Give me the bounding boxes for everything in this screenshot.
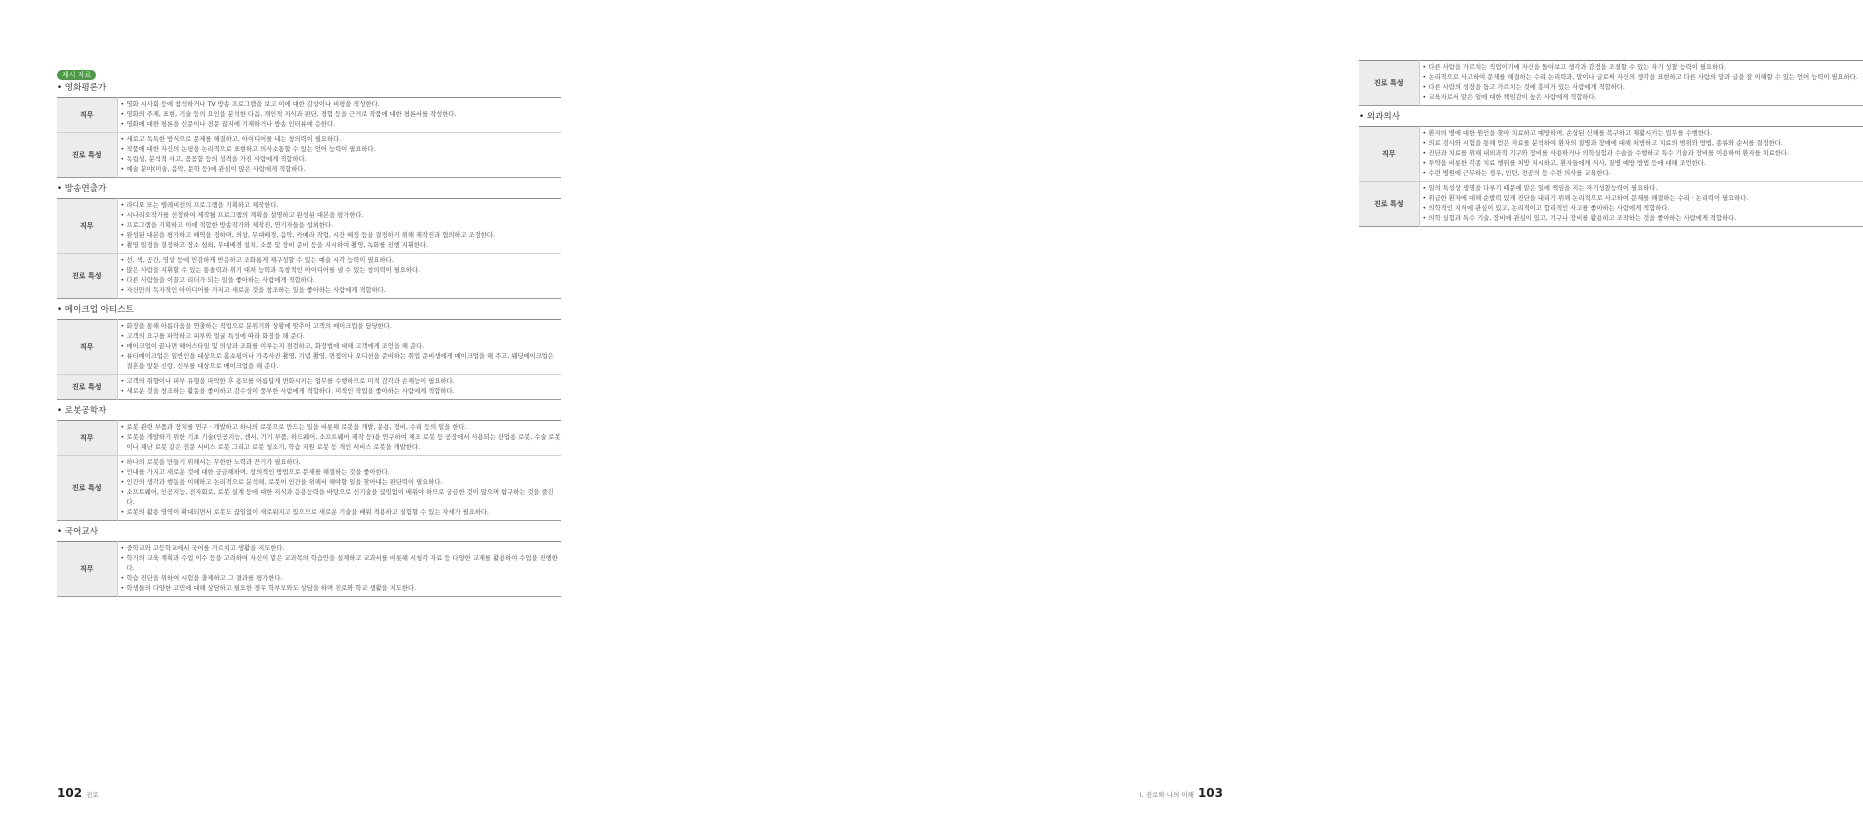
bullet-list: [121, 458, 562, 518]
reference-tag: 제시 자료: [57, 70, 96, 80]
row-content: [117, 133, 561, 178]
list-item: • 수련 병원에 근무하는 경우, 인턴, 전공의 등 수련 의사를 교육한다.: [1423, 169, 1863, 179]
row-label: 진로 특성: [57, 133, 117, 178]
list-item: • 새로운 것을 창조하는 활동을 좋아하고 감수성이 풍부한 사람에게 적합하다. 미적인 작업을 좋아하는 사람에게 적합하다.: [121, 387, 562, 397]
list-item: • 영화에 대한 평론을 신문이나 전문 잡지에 기재하거나 방송 인터뷰에 응한다.: [121, 120, 562, 130]
footer-label-left: 진로: [86, 791, 99, 799]
list-item: • 소프트웨어, 인공지능, 전자회로, 로봇 설계 등에 대한 지식과 응용능력을 바탕으로 신기술을 끊임없이 배워야 하므로 궁금한 것이 많으며 탐구하는 것을 즐긴다.: [121, 488, 562, 508]
row-label: 직무: [57, 421, 117, 456]
career-table: [57, 97, 561, 178]
list-item: • 진단과 치료를 위해 내외과적 기구와 장비를 사용하거나 의학실험과 수술을 수행하고 특수 기술과 장비를 이용하여 환자를 치료한다.: [1423, 149, 1863, 159]
list-item: • 의료 검사와 시험을 통해 얻은 자료를 분석하여 환자의 질병과 장애에 대해 처방하고 치료의 범위와 방법, 종류와 순서를 결정한다.: [1423, 139, 1863, 149]
section-title: • 메이크업 아티스트: [57, 305, 134, 315]
page-number-left: 102: [57, 786, 83, 800]
list-item: • 영화 시사회 등에 참석하거나 TV 방송 프로그램을 보고 이에 대한 감상이나 비평을 작성한다.: [121, 100, 562, 110]
career-table: [1359, 126, 1863, 227]
list-item: • 시나리오작가를 선정하여 제작될 프로그램의 계획을 설명하고 완성된 대본을 평가한다.: [121, 211, 562, 221]
table-row: [57, 542, 561, 597]
list-item: • 고객의 취향이나 피부 유형을 파악한 후 용모를 아름답게 변화시키는 업무를 수행하므로 미적 감각과 손재능이 필요하다.: [121, 377, 562, 387]
right-page: [640, 0, 1858, 838]
table-row: [57, 133, 561, 178]
table-row: [57, 320, 561, 375]
list-item: • 라디오 또는 텔레비전의 프로그램을 기획하고 제작한다.: [121, 201, 562, 211]
list-item: • 학기의 교육 계획과 수업 이수 등을 고려하여 자신이 맡은 교과목의 학습안을 설계하고 교과서를 비롯해 시청각 자료 등 다양한 교재를 활용하여 수업을 진행한다.: [121, 554, 562, 574]
career-section: [57, 526, 561, 597]
bullet-list: [121, 201, 562, 251]
list-item: • 예술 분야(미술, 음악, 문학 등)에 관심이 많은 사람에게 적합하다.: [121, 165, 562, 175]
row-label: 직무: [57, 542, 117, 597]
career-table: [1359, 60, 1863, 106]
list-item: • 인내를 가지고 새로운 것에 대한 궁금해하며, 창의적인 방법으로 문제를 해결하는 것을 좋아한다.: [121, 468, 562, 478]
bullet-list: [121, 423, 562, 453]
career-section: [57, 405, 561, 521]
career-table: [57, 198, 561, 299]
section-title: • 영화평론가: [57, 83, 107, 93]
bullet-list: [121, 322, 562, 372]
career-section: [1359, 111, 1863, 227]
list-item: • 촬영 일정을 결정하고 장소 섭외, 무대배경 설치, 소품 및 장비 준비 등을 지시하여 촬영, 녹화를 진행 지휘한다.: [121, 241, 562, 251]
list-item: • 프로그램을 기획하고 이에 적합한 방송작가와 제작진, 연기자들을 섭외한다.: [121, 221, 562, 231]
row-label: 직무: [57, 98, 117, 133]
list-item: • 다른 사람의 성장을 돕고 가르치는 것에 흥미가 있는 사람에게 적합하다.: [1423, 83, 1863, 93]
row-content: [1419, 182, 1863, 227]
table-row: [1359, 127, 1863, 182]
row-content: [117, 98, 561, 133]
career-table: [57, 541, 561, 597]
row-content: [1419, 127, 1863, 182]
career-section: [57, 183, 561, 299]
right-column: [1359, 60, 1863, 232]
bullet-list: [1423, 63, 1863, 103]
left-page: [0, 0, 640, 838]
row-label: 진로 특성: [1359, 61, 1419, 106]
section-title: • 국어교사: [57, 527, 99, 537]
bullet-list: [121, 135, 562, 175]
list-item: • 다른 사람을 가르치는 직업이기에 자신을 돌아보고 생각과 감정을 조절할 수 있는 자기 성찰 능력이 필요하다.: [1423, 63, 1863, 73]
list-item: • 하나의 로봇을 만들기 위해서는 무한한 노력과 끈기가 필요하다.: [121, 458, 562, 468]
list-item: • 다른 사람들을 이끌고 리더가 되는 일을 좋아하는 사람에게 적합하다.: [121, 276, 562, 286]
section-title: • 방송연출가: [57, 184, 107, 194]
list-item: • 영화의 주제, 표현, 기술 등의 요인을 분석한 다음, 개인적 지식과 판단, 경험 등을 근거로 작품에 대한 평론서를 작성한다.: [121, 110, 562, 120]
row-content: [117, 375, 561, 400]
table-row: [57, 421, 561, 456]
career-section: [57, 304, 561, 400]
row-label: 진로 특성: [57, 456, 117, 521]
section-title: • 로봇공학자: [57, 406, 107, 416]
list-item: • 로봇을 개발하기 위한 기초 기술(인공지능, 센서, 기기 부품, 하드웨어, 소프트웨어 제작 등)을 연구하여 제조 로봇 등 공장에서 사용되는 산업용 로봇, 수술 로봇이나 재난 로봇 같은 전문 서비스 로봇 그리고 로봇 청소기, 학습 지원 로봇 등 개인 서비스 로봇을 개발한다.: [121, 433, 562, 453]
row-content: [117, 199, 561, 254]
list-item: • 투약을 비롯한 각종 치료 행위를 처방 지시하고, 환자들에게 식사, 질병 예방 방법 등에 대해 조언한다.: [1423, 159, 1863, 169]
list-item: • 자신만의 독자적인 아이디어를 가지고 새로운 것을 창조하는 일을 좋아하는 사람에게 적합하다.: [121, 286, 562, 296]
row-content: [117, 421, 561, 456]
career-table: [57, 420, 561, 521]
left-column: [57, 62, 561, 602]
list-item: • 로봇 관련 부품과 장치를 연구 · 개발하고 하나의 로봇으로 만드는 일을 비롯해 로봇을 개발, 운용, 정비, 수리 등의 일을 한다.: [121, 423, 562, 433]
career-table: [57, 319, 561, 400]
right-footer: [1140, 786, 1223, 800]
list-item: • 일의 특성상 생명을 다루기 때문에 맡은 일에 책임을 지는 자기성찰능력이 필요하다.: [1423, 184, 1863, 194]
row-content: [1419, 61, 1863, 106]
career-section: [57, 82, 561, 178]
table-row: [57, 375, 561, 400]
row-content: [117, 320, 561, 375]
row-label: 진로 특성: [57, 254, 117, 299]
bullet-list: [1423, 184, 1863, 224]
career-section: [1359, 60, 1863, 106]
table-row: [57, 98, 561, 133]
row-content: [117, 456, 561, 521]
list-item: • 인간의 생각과 행동을 이해하고 논리적으로 분석해, 로봇이 인간을 위해서 해야할 일을 찾아내는 판단력이 필요하다.: [121, 478, 562, 488]
table-row: [57, 199, 561, 254]
row-label: 직무: [1359, 127, 1419, 182]
page-number-right: 103: [1197, 786, 1223, 800]
list-item: • 논리적으로 사고하여 문제를 해결하는 수리 논리력과, 말이나 글로써 자신의 생각을 표현하고 다른 사람의 말과 글을 잘 이해할 수 있는 언어 능력이 필요하다.: [1423, 73, 1863, 83]
list-item: • 환자의 병에 대한 원인을 찾아 치료하고 예방하며, 손상된 신체를 복구하고 재활시키는 업무를 수행한다.: [1423, 129, 1863, 139]
list-item: • 새로고 독특한 방식으로 문제를 해결하고, 아이디어를 내는 창의력이 필요하다.: [121, 135, 562, 145]
list-item: • 교육자로서 맡은 일에 대한 책임감이 높은 사람에게 적합하다.: [1423, 93, 1863, 103]
list-item: • 학습 진단을 위하여 시험을 출제하고 그 결과를 평가한다.: [121, 574, 562, 584]
bullet-list: [121, 544, 562, 594]
list-item: • 화장을 통해 아름다움을 연출하는 직업으로 분위기와 상황에 맞추어 고객의 메이크업을 담당한다.: [121, 322, 562, 332]
list-item: • 독립성, 분석적 사고, 꼼꼼함 등의 성격을 가진 사람에게 적합하다.: [121, 155, 562, 165]
list-item: • 의학적인 지식에 관심이 있고, 논리적이고 합리적인 사고를 좋아하는 사람에게 적합하다.: [1423, 204, 1863, 214]
bullet-list: [1423, 129, 1863, 179]
list-item: • 선, 색, 공간, 영상 등에 민감하게 반응하고 조화롭게 재구성할 수 있는 예술 시각 능력이 필요하다.: [121, 256, 562, 266]
row-label: 진로 특성: [1359, 182, 1419, 227]
list-item: • 고객의 요구를 파악하고 피부와 얼굴 특성에 따라 화장을 해 준다.: [121, 332, 562, 342]
list-item: • 학생들의 다양한 고민에 대해 상담하고 필요한 경우 학부모와도 상담을 하며 진로와 학교 생활을 지도한다.: [121, 584, 562, 594]
table-row: [57, 456, 561, 521]
row-label: 진로 특성: [57, 375, 117, 400]
table-row: [1359, 61, 1863, 106]
left-footer: [57, 786, 99, 800]
section-title: • 외과의사: [1359, 112, 1401, 122]
list-item: • 로봇의 활용 영역이 확대되면서 로봇도 끊임없이 새로워지고 있으므로 새로운 기술을 배워 적용하고 실험할 수 있는 자세가 필요하다.: [121, 508, 562, 518]
row-label: 직무: [57, 320, 117, 375]
list-item: • 메이크업이 끝나면 헤어스타일 및 의상과 조화를 이루는지 점검하고, 화장법에 대해 고객에게 조언을 해 준다.: [121, 342, 562, 352]
list-item: • 완성된 대본을 평가하고 배역을 정하며, 의상, 무대배경, 음악, 카메라 작업, 시간 배정 등을 결정하기 위해 제작진과 협의하고 조정한다.: [121, 231, 562, 241]
list-item: • 작품에 대한 자신의 논평을 논리적으로 표현하고 의사소통할 수 있는 언어 능력이 필요하다.: [121, 145, 562, 155]
table-row: [57, 254, 561, 299]
table-row: [1359, 182, 1863, 227]
row-content: [117, 254, 561, 299]
bullet-list: [121, 256, 562, 296]
bullet-list: [121, 100, 562, 130]
row-label: 직무: [57, 199, 117, 254]
list-item: • 중학교와 고등학교에서 국어를 가르치고 생활을 지도한다.: [121, 544, 562, 554]
footer-label-right: I. 진로와 나의 이해: [1139, 791, 1194, 799]
list-item: • 뷰티메이크업은 일반인을 대상으로 홈쇼핑이나 가족사진 촬영, 기념 촬영, 면접이나 오디션을 준비하는 취업 준비생에게 메이크업을 해 주고, 웨딩메이크업은 결혼을 앞둔 신랑, 신부를 대상으로 메이크업을 해 준다.: [121, 352, 562, 372]
list-item: • 의학 실험과 특수 기술, 장비에 관심이 있고, 기구나 장비를 활용하고 조작하는 것을 좋아하는 사람에게 적합하다.: [1423, 214, 1863, 224]
row-content: [117, 542, 561, 597]
list-item: • 많은 사람을 지휘할 수 있는 통솔력과 위기 대처 능력과 독창적인 아이디어를 낼 수 있는 창의력이 필요하다.: [121, 266, 562, 276]
list-item: • 위급한 환자에 대해 순발력 있게 진단을 내리기 위해 논리적으로 사고하여 문제를 해결하는 수리 · 논리력이 필요하다.: [1423, 194, 1863, 204]
bullet-list: [121, 377, 562, 397]
